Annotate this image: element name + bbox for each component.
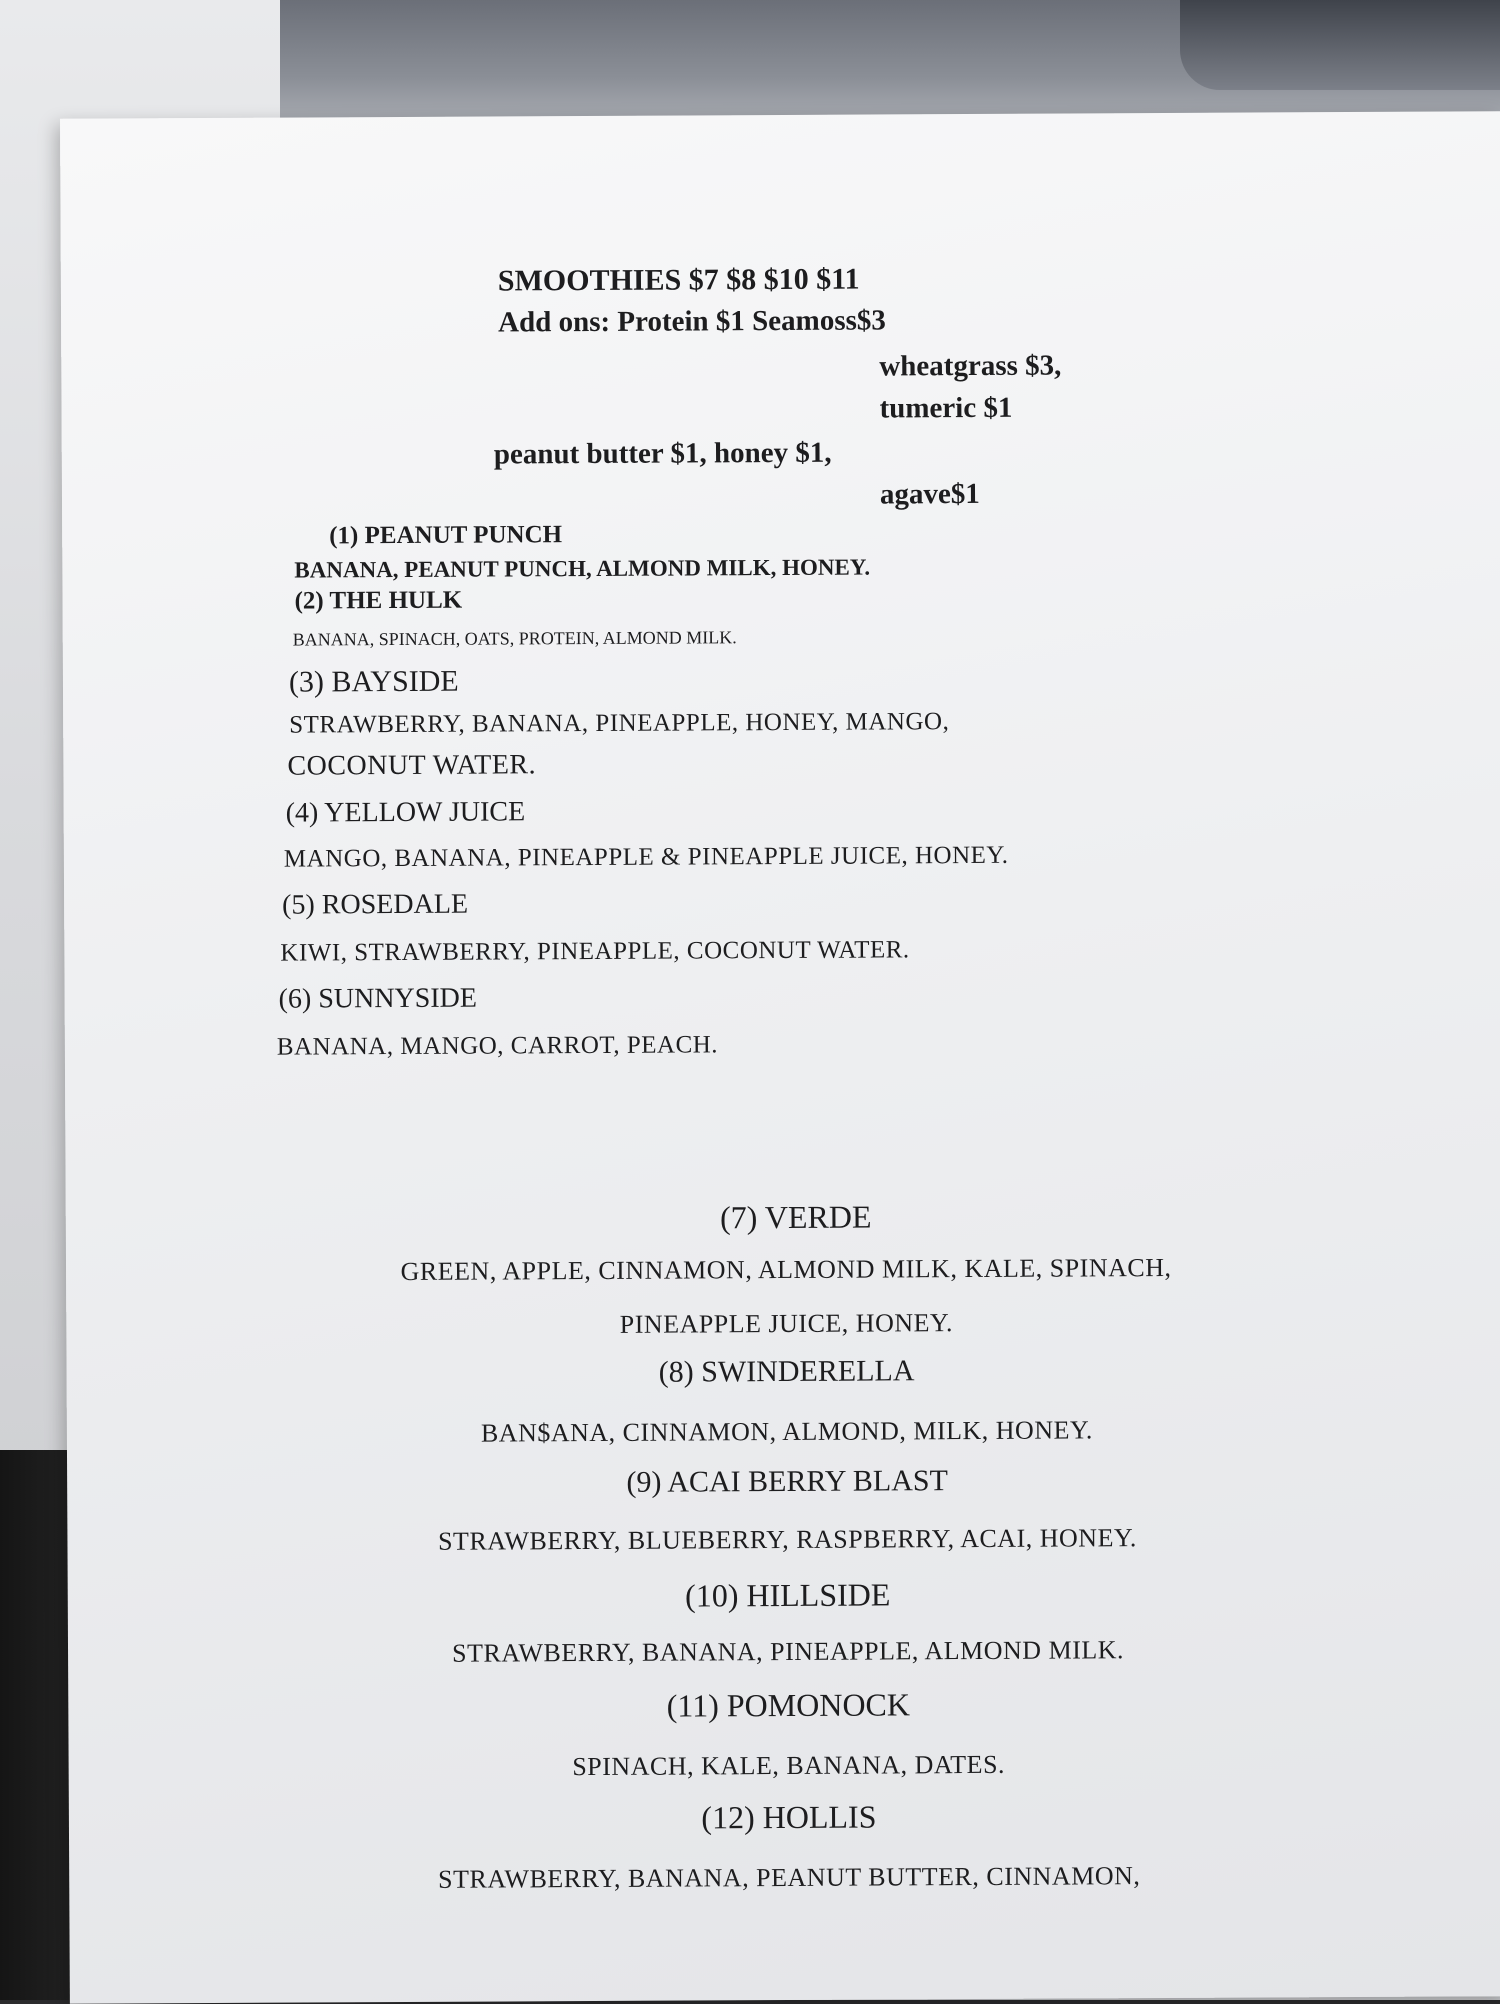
item-ingredients: GREEN, APPLE, CINNAMON, ALMOND MILK, KALE, SPINACH, (400, 1252, 1172, 1287)
addons-line-1: Add ons: Protein $1 Seamoss$3 (497, 304, 886, 339)
item-ingredients: STRAWBERRY, BLUEBERRY, RASPBERRY, ACAI, HONEY. (437, 1523, 1137, 1556)
menu-sheet (60, 111, 1500, 2004)
item-name: (6) SUNNYSIDE (278, 982, 478, 1015)
item-ingredients: STRAWBERRY, BANANA, PINEAPPLE, ALMOND MILK. (452, 1635, 1125, 1668)
item-ingredients: BANANA, SPINACH, OATS, PROTEIN, ALMOND MILK. (292, 627, 737, 650)
item-name: (3) BAYSIDE (288, 664, 459, 699)
item-name: (4) YELLOW JUICE (285, 796, 526, 829)
item-ingredients: BANANA, PEANUT PUNCH, ALMOND MILK, HONEY. (294, 554, 871, 583)
item-ingredients: STRAWBERRY, BANANA, PINEAPPLE, HONEY, MANGO, (289, 708, 950, 739)
item-ingredients: SPINACH, KALE, BANANA, DATES. (572, 1749, 1006, 1782)
menu-title: SMOOTHIES $7 $8 $10 $11 (497, 262, 860, 298)
counter-corner (1180, 0, 1500, 90)
item-name: (7) VERDE (719, 1198, 872, 1236)
item-ingredients: COCONUT WATER. (287, 749, 537, 782)
item-ingredients: KIWI, STRAWBERRY, PINEAPPLE, COCONUT WATER. (280, 936, 910, 967)
item-ingredients: BAN$ANA, CINNAMON, ALMOND, MILK, HONEY. (480, 1415, 1093, 1448)
item-name: (12) HOLLIS (701, 1798, 877, 1836)
item-name: (8) SWINDERELLA (658, 1354, 915, 1389)
item-ingredients: PINEAPPLE JUICE, HONEY. (619, 1308, 953, 1339)
item-name: (5) ROSEDALE (282, 888, 469, 921)
item-ingredients: BANANA, MANGO, CARROT, PEACH. (276, 1031, 719, 1061)
addons-line-4: peanut butter $1, honey $1, (493, 436, 832, 471)
item-ingredients: STRAWBERRY, BANANA, PEANUT BUTTER, CINNAMON, (438, 1861, 1141, 1894)
item-ingredients: MANGO, BANANA, PINEAPPLE & PINEAPPLE JUICE, HONEY. (283, 841, 1009, 873)
item-name: (11) POMONOCK (666, 1686, 911, 1724)
item-name: (2) THE HULK (294, 586, 463, 615)
addons-line-2: wheatgrass $3, (879, 349, 1062, 383)
item-name: (9) ACAI BERRY BLAST (626, 1464, 948, 1499)
addons-line-3: tumeric $1 (879, 391, 1013, 425)
item-name: (1) PEANUT PUNCH (329, 521, 563, 550)
item-name: (10) HILLSIDE (685, 1576, 891, 1614)
addons-line-5: agave$1 (879, 477, 980, 511)
